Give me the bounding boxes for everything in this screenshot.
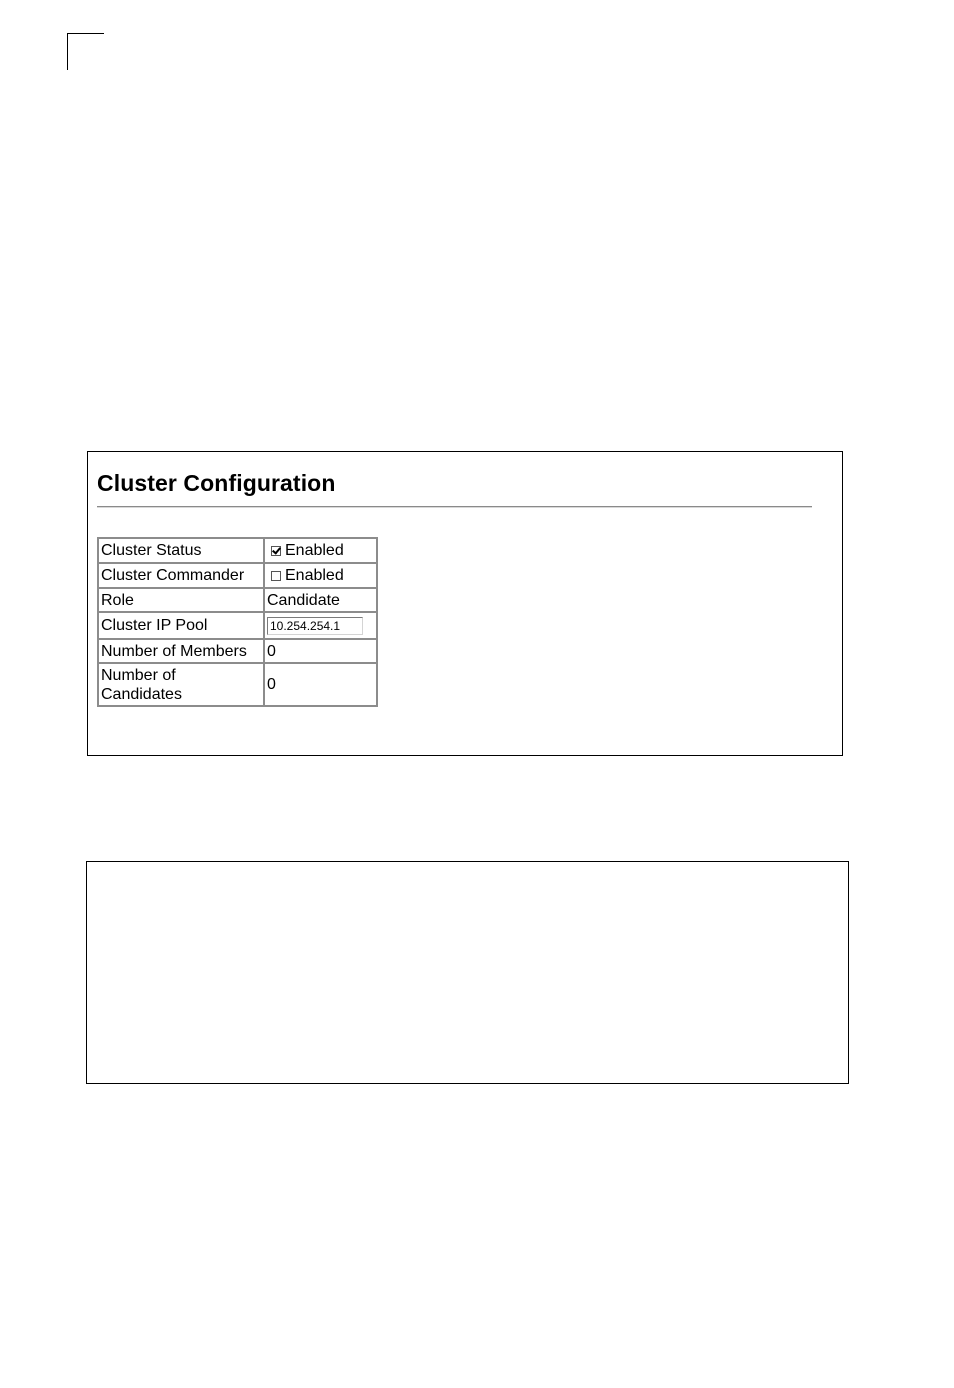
table-row-role — [98, 588, 377, 612]
cluster-ip-pool-input[interactable] — [267, 617, 363, 635]
title-divider — [97, 506, 812, 508]
role-value: Candidate — [264, 588, 377, 612]
cluster-ip-pool-label: Cluster IP Pool — [98, 612, 264, 639]
page-title: Cluster Configuration — [97, 470, 336, 496]
table-row-cluster-commander — [98, 563, 377, 588]
number-of-candidates-label: Number of Candidates — [98, 663, 264, 706]
cluster-ip-pool-cell — [264, 612, 377, 639]
cluster-commander-cell — [264, 563, 377, 588]
cluster-configuration-panel — [87, 451, 843, 756]
empty-example-box — [86, 861, 849, 1084]
table-row-number-of-candidates — [98, 663, 377, 706]
cluster-commander-checkbox[interactable] — [271, 571, 281, 581]
role-label: Role — [98, 588, 264, 612]
number-of-members-label: Number of Members — [98, 639, 264, 663]
table-row-cluster-ip-pool — [98, 612, 377, 639]
table-row-number-of-members — [98, 639, 377, 663]
table-row-cluster-status — [98, 538, 377, 563]
cluster-status-enabled-label: Enabled — [285, 542, 344, 559]
cluster-commander-enabled-label: Enabled — [285, 567, 344, 584]
cluster-config-table — [97, 537, 378, 707]
cluster-status-label: Cluster Status — [98, 538, 264, 563]
crop-mark — [67, 33, 104, 70]
cluster-status-checkbox[interactable] — [271, 546, 281, 556]
cluster-commander-label: Cluster Commander — [98, 563, 264, 588]
cluster-status-cell — [264, 538, 377, 563]
number-of-members-value: 0 — [264, 639, 377, 663]
number-of-candidates-value: 0 — [264, 663, 377, 706]
